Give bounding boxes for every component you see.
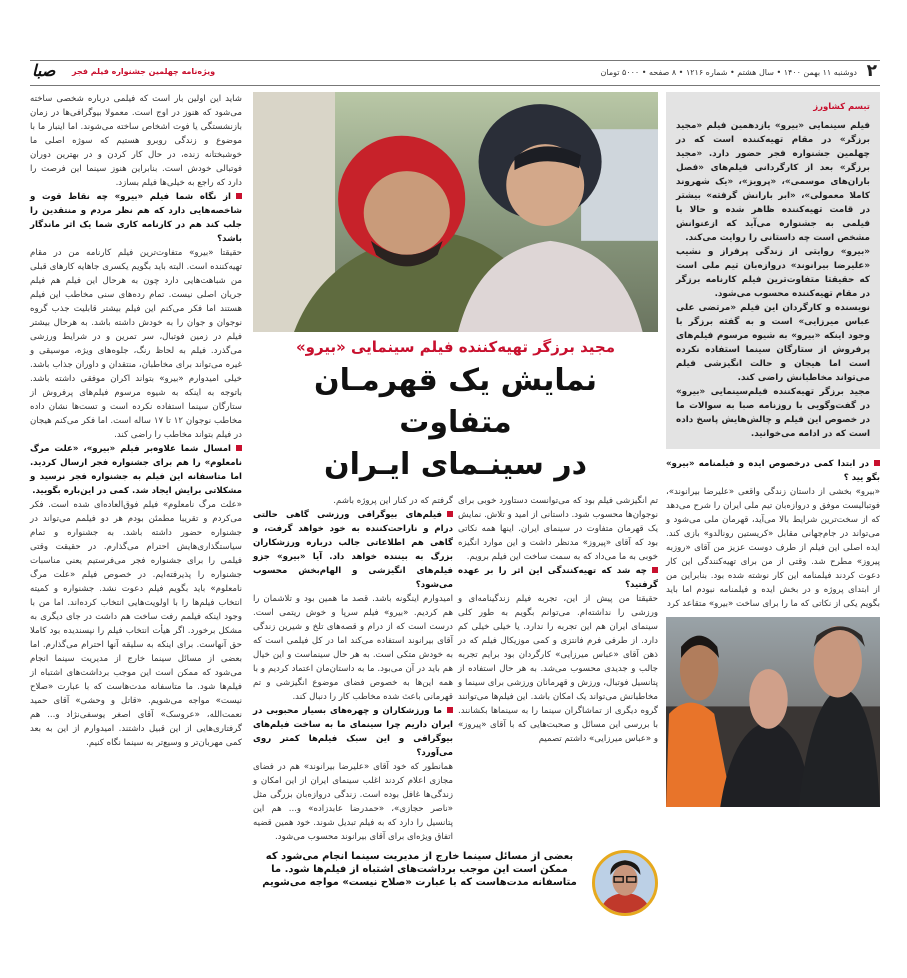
interview-question: امسال شما علاوه‌بر فیلم «بیرو»، «علت مرگ نامعلوم» را هم برای جشنواره فجر ارسال کردید. اما متاسفانه این فیلم به جشنواره فجر نرسید و مشکلاتی برایش ایجاد شد. کمی در این‌باره بگویید.: [30, 444, 242, 496]
newspaper-logo: صبا: [32, 61, 56, 80]
interview-answer: تم انگیزشی فیلم بود که می‌توانست دستاورد خوبی برای نوجوان‌ها محسوب شود. داستانی از امید و تلاش. نمایش یک قهرمان متفاوت در سینمای ایران. اینها همه نکاتی بود که آقای «پیروز» مدنظر داشت و این موارد انگیزه خوبی به ما می‌داد که به سمت ساخت این فیلم برویم.: [458, 496, 658, 562]
header-top-rule: [30, 60, 880, 61]
pull-quote-box: [253, 850, 658, 916]
author-name: تبسم کشاورز: [813, 102, 870, 112]
article-column-2: [458, 494, 658, 844]
article-column-4: [30, 92, 242, 750]
interview-answer: حقیقتا من پیش از این، تجربه فیلم زندگینامه‌ای و ورزشی را نداشته‌ام. می‌توانم بگویم به طور کلی سینمای ایران هم این تجربه را ندارد. یا خیلی خیلی کم دارد. از طرفی فرم فانتزی و کمی موزیکال فیلم که در ذهن آقای «عباس میرزایی» کارگردان بود برایم تجربه جالب و جدیدی محسوب می‌شد. به هر حال استفاده از پتانسیل فوتبال، ورزش و قهرمانان ورزشی برای سینما و مخاطبانش می‌تواند یک امکان باشد. این فیلم‌ها می‌توانند گروه دیگری از تماشاگران سینما را به سینماها بکشانند. با بررسی این مسائل و صحبت‌هایی که با آقای «پیروز» و «عباس میرزایی» داشتم تصمیم: [458, 594, 658, 744]
set-photo-illustration: [666, 617, 880, 807]
set-photo: [666, 617, 880, 807]
interview-question: فیلم‌های بیوگرافی ورزشی گاهی حالتی درام و ناراحت‌کننده به خود خواهد گرفت، و گاهی هم اطلاعاتی جالب درباره ورزشکاران بزرگ به بیننده خواهد داد. آیا «بیرو» جزو فیلم‌های انگیزشی و الهام‌بخش محسوب می‌شود؟: [253, 510, 453, 590]
page-number: ۲: [866, 61, 877, 81]
page-body: [30, 92, 880, 916]
interview-question: ما ورزشکاران و چهره‌های بسیار محبوبی در ایران داریم چرا سینمای ما به ساخت فیلم‌های بیوگرافی و این سبک فیلم‌ها کمتر روی می‌آورد؟: [253, 706, 453, 758]
intro-paragraph: نویسنده و کارگردان این فیلم «مرتضی علی عباس میرزایی» است و به گفته برزگر با وجود اینکه «بیرو» به شیوه مرسوم فیلم‌های پرفروش از ستارگان سینما استفاده نکرده است اما هیجان و حالت انگیزشی فیلم می‌تواند مخاطبانش راضی کند.: [676, 303, 870, 383]
interviewee-avatar: [592, 850, 658, 916]
article-column-3: [253, 494, 453, 844]
intro-paragraph: فیلم سینمایی «بیرو» یازدهمین فیلم «مجید برزگر» در مقام تهیه‌کننده است که در چهلمین جشنواره فجر حضور دارد. «مجید برزگر» بعد از کارگردانی فیلم‌های «فصل باران‌های موسمی»، «پرویز»، «یک شهروند کاملا معمولی»، «ابر بارانش گرفته» بیشتر در قامت تهیه‌کننده ظاهر شده و حالا با فیلمی به جشنواره می‌آید که ازعنوانش مشخص است چه داستانی را روایت می‌کند.: [676, 121, 870, 243]
article-subcolumns: [253, 494, 658, 844]
interview-answer: گرفتم که در کنار این پروژه باشم.: [333, 496, 453, 506]
interview-answer: همانطور که خود آقای «علیرضا بیرانوند» هم در فضای مجازی اعلام کردند اغلب سینمای ایران از این امکان و زندگی‌ها غافل بوده است. زندگی دروازه‌بان بزرگی مثل «ناصر حجازی»، «حمدرضا عابدزاده» و... هم این پتانسیل را دارد که به فیلم تبدیل شوند. خود همین قضیه اتفاق ویژه‌ای برای آقای بیرانوند محسوب می‌شود.: [253, 762, 453, 842]
intro-paragraph: «بیرو» روایتی از زندگی پرفراز و نشیب «علیرضا بیرانوند» دروازه‌بان تیم ملی است که حقیقتا متفاوت‌ترین فیلم کارنامه برزگر در مقام تهیه‌کننده محسوب می‌شود.: [676, 247, 870, 299]
header-bottom-rule: [30, 85, 880, 86]
interview-answer: «بیرو» بخشی از داستان زندگی واقعی «علیرضا بیرانوند»، فوتبالیست موفق و دروازه‌بان تیم ملی ایران را شرح می‌دهد که از سخت‌ترین شرایط بالا می‌آید، قهرمان ملی می‌شود و می‌تواند در جام‌جهانی مقابل «کریستین رونالدو» بازی کند. ایده اصلی این فیلم از طرف دوست عزیز من آقای «روزبه پیروز» مطرح شد. وقتی از من برای تهیه‌کنندگی این کار دعوت کردند فیلمنامه این کار نوشته شده بود. بنابراین من از ابتدای پروژه و در بخش ایده و فیلمنامه نبودم اما باید بگویم یکی از نکاتی که ما را برای ساخت «بیرو» متقاعد کرد: [666, 487, 880, 609]
supplement-title: ویژه‌نامه چهلمین جشنواره فیلم فجر: [72, 67, 216, 76]
article-column-3-text: [253, 494, 453, 844]
center-span: [253, 92, 658, 916]
interview-answer: حقیقتا «بیرو» متفاوت‌ترین فیلم کارنامه من در مقام تهیه‌کننده است. البته باید بگویم یکسری جاهایه کارهای قبلی من شباهت‌هایی دارد چون به هرحال این فیلم هم فیلم جریان اصلی نیست. تمام رده‌های سنی مخاطب این فیلم هستند اما فکر می‌کنم این فیلم بیشتر قابلیت جذب گروه نوجوان و جوان را به خودش داشته باشد. به هرحال بیشتر فیلم در زمین فوتبال، سر تمرین و در شرایط ورزشی می‌گذرد. فیلم به لحاظ رنگ، جلوه‌های ویژه، موسیقی و غیره می‌تواند برای مخاطبان، منتقدان و داوران جذاب باشد. خیلی امیدوارم «بیرو» بتواند اکران موفقی داشته باشد. باتوجه به اینکه به شیوه مرسوم فیلم‌های پرفروش از ستارگان سینما استفاده نکرده است و تست‌ها نشان داده مخاطب نوجوان ۱۲ تا ۱۷ ساله است. اما فکر می‌کنم هیجان در فیلم بتواند مخاطب را راضی کند.: [30, 248, 243, 440]
interview-answer: امیدوارم اینگونه باشد. قصد ما همین بود و تلاشمان را هم کردیم. «بیرو» فیلم سرپا و خوش ریتمی است. درست است که از درام و قصه‌های تلخ و شیرین زندگی آقای بیرانوند استفاده می‌کند اما در کل فیلمی است که به خودش متکی است. به هر حال سینماست و این خیال هم باید در آن می‌بود. ما به داستان‌مان اعتماد کردیم و با همه این‌ها به خصوص فضای موضوع انگیزشی و تم قهرمانی باعث شده مخاطب کار را دنبال کند.: [253, 594, 453, 702]
intro-box: [666, 92, 880, 449]
film-still-photo: [253, 92, 658, 332]
headline-line-2: در سینـمای ایـران: [323, 447, 588, 482]
film-still-illustration: [253, 92, 658, 332]
article-headline: [253, 360, 658, 486]
interview-question: در ابتدا کمی درخصوص ایده و فیلمنامه «بیرو» بگو یید ؟: [666, 459, 880, 483]
interview-question: چه شد که تهیه‌کنندگی این اثر را بر عهده گرفتید؟: [458, 566, 658, 590]
issue-info: دوشنبه ۱۱ بهمن ۱۴۰۰ • سال هشتم • شماره ۱۲۱۶ • ۸ صفحه • ۵۰۰۰ تومان: [600, 68, 857, 77]
article-column-1: [666, 457, 880, 611]
pull-quote: بعضی از مسائل سینما خارج از مدیریت سینما انجام می‌شود که ممکن است این موجب برداشت‌های اشتباه از فیلم‌ها شود. ما متاسفانه مدت‌هاست که با عبارت «صلاح نیست» مواجه می‌شویم: [262, 851, 577, 888]
article-kicker: مجید برزگر تهیه‌کننده فیلم سینمایی «بیرو»: [295, 338, 615, 356]
interview-question: از نگاه شما فیلم «بیرو» چه نقاط قوت و شاخصه‌هایی دارد که هم نظر مردم و منتقدین را جلب کند هم در کارنامه کاری شما یک اثر ماندگار باشد؟: [30, 192, 242, 244]
right-column: [666, 92, 880, 807]
interview-answer: «علت مرگ نامعلوم» فیلم فوق‌العاده‌ای شده است. فکر می‌کردم و تقریبا مطمئن بودم هر دو فیلمم می‌تواند در جشنواره حضور داشته باشد. به جشنواره و تمام سیاستگذاری‌هایش احترام می‌گذارم. در حقیقت وقتی فیلمی را برای جشنواره فجر می‌فرستیم یعنی مناسبات جشنواره را پذیرفته‌ایم. در خصوص فیلم «علت مرگ نامعلوم» باید بگویم فیلم دعوت نشد. جشنواره و کمیته انتخاب فیلم‌ها را با اولویت‌هایی انتخاب کرده‌اند. اما من با وجود اینکه فیلمم رفت ساخت هم داشت در جای دیگری به مشکل برخورد. اگر هیأت انتخاب فیلم را نپسندیده بود کاملا حق آنهاست. برای اینکه به سلیقه آنها احترام می‌گذارم. اما بعضی از مسائل سینما خارج از مدیریت سینما انجام می‌شود که ممکن است این موجب برداشت‌های اشتباه از فیلم‌ها شود. ما متاسفانه مدت‌هاست که با عبارت «صلاح نیست» مواجه می‌شویم. «قاتل و وحشی» آقای حمید نعمت‌الله، «عروسک» آقای اصغر یوسفی‌نژاد و... هم گرفتاری‌هایی از این قبیل داشتند. امیدوارم از این به بعد کمی مهربان‌تر و وسیع‌تر به سینما نگاه کنیم.: [30, 500, 242, 748]
intro-paragraph: مجید برزگر تهیه‌کننده فیلم‌سینمایی «بیرو» در گفت‌وگویی با روزنامه صبا به سوالات ما در خصوص این فیلم و چالش‌هایش پاسخ داده است که در ادامه می‌خوانید.: [676, 387, 870, 439]
headline-line-1: نمایش یک قهرمـان متفاوت: [314, 363, 597, 440]
avatar-portrait: [595, 853, 655, 913]
interview-answer: شاید این اولین بار است که فیلمی درباره شخصی ساخته می‌شود که هنوز در اوج است. معمولا بیوگرافی‌ها در زمان بازنشستگی یا فوت اشخاص ساخته می‌شوند. اما اینبار ما با موضوع و زندگی روبرو هستیم که سوژه اصلی ما خوشبختانه زنده، در حال کار کردن و در بهترین دوران فوتبالی خودش است. بنابراین هنوز سینما این فرصت را دارد که راجع به خیلی‌ها فیلم بسازد.: [30, 94, 242, 188]
